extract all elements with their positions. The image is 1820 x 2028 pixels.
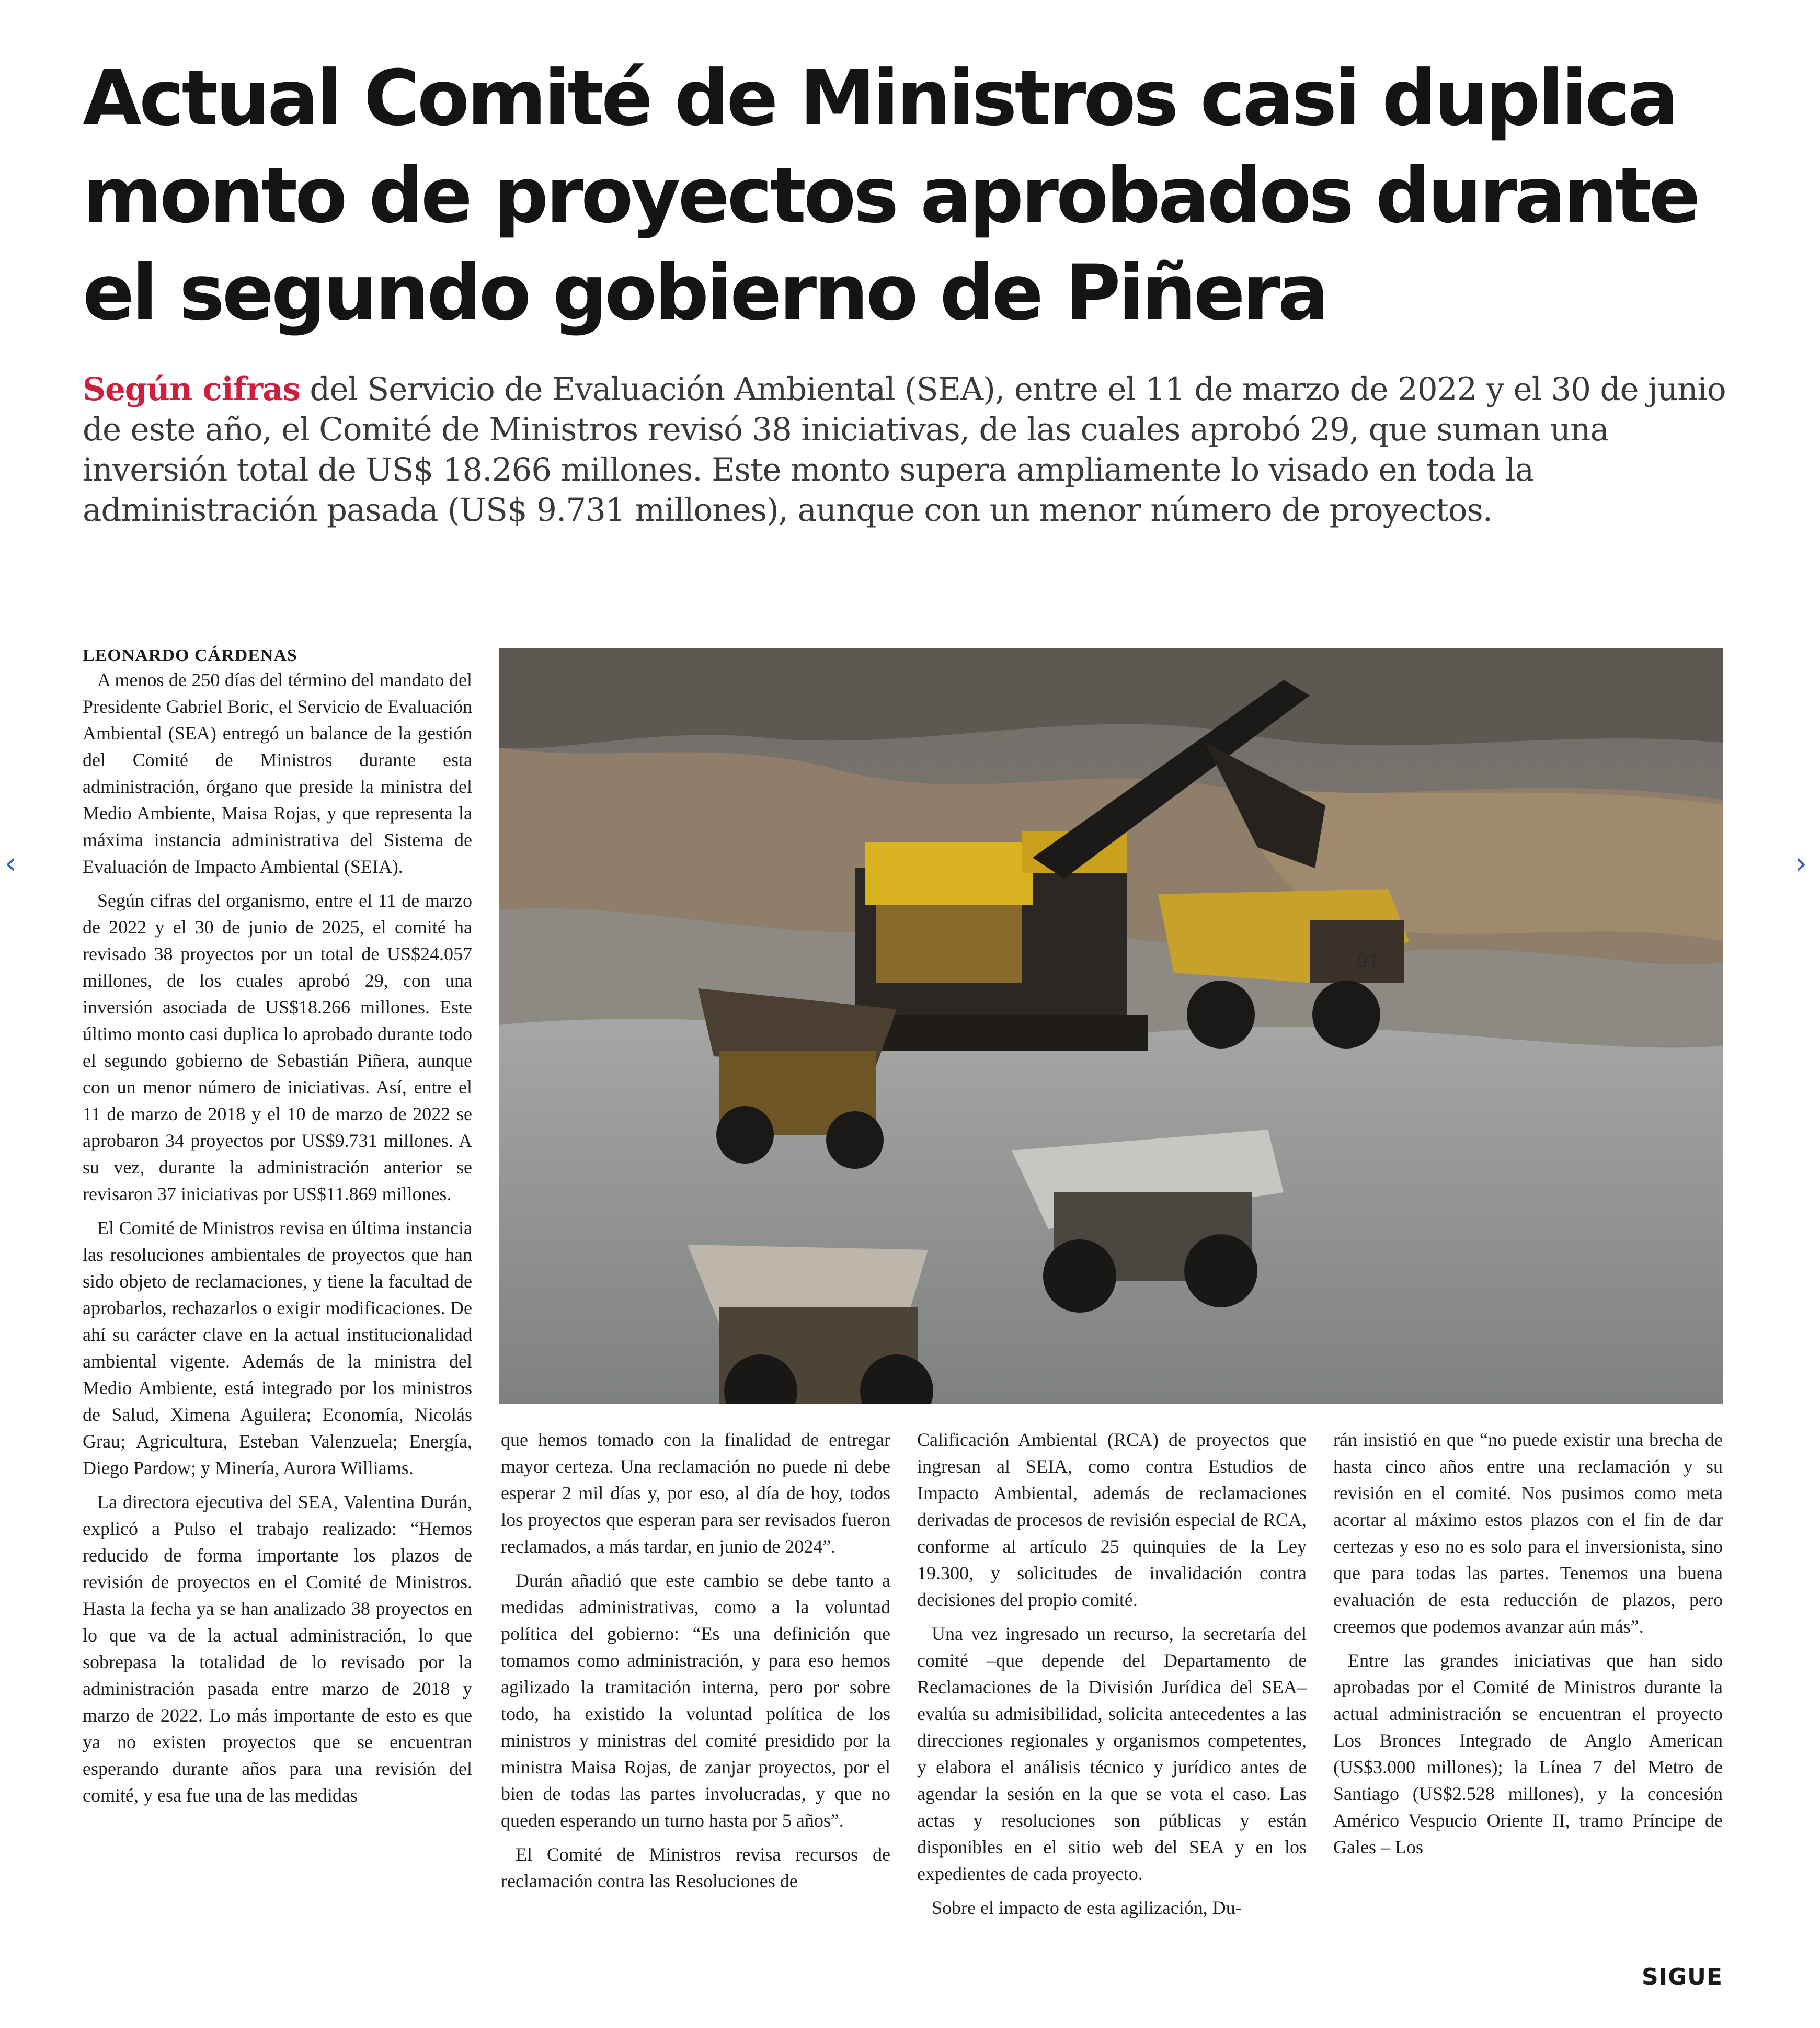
continue-label: SIGUE bbox=[1642, 1964, 1723, 1990]
paragraph: Calificación Ambiental (RCA) de proyectos que ingresan al SEIA, como contra Estudios de Impacto Ambiental, además de reclamaciones derivadas de procesos de revisión especial de RCA, conforme al artículo 25 quinquies de la Ley 19.300, y solicitudes de invalidación contra decisiones del propio comité. bbox=[917, 1429, 1307, 1610]
paragraph: Sobre el impacto de esta agilización, Du- bbox=[932, 1897, 1242, 1918]
paragraph: Durán añadió que este cambio se debe tanto a medidas administrativas, como a la voluntad política del gobierno: “Es una definición que tomamos como administración, y para eso hemos agilizado la tramitación interna, pero por sobre todo, ha existido la voluntad política de los ministros y ministras del comité presidido por la ministra Maisa Rojas, de zanjar proyectos, por el bien de todas las partes involucradas, y que no queden esperando un turno hasta por 5 años”. bbox=[501, 1570, 890, 1831]
paragraph: La directora ejecutiva del SEA, Valentina Durán, explicó a Pulso el trabajo realizado: “Hemos reducido de forma importante los plazos de revisión de proyectos en el Comité de Ministros. Hasta la fecha ya se han analizado 38 proyectos en lo que va de la actual administración, lo que sobrepasa la totalidad de lo revisado por la administración pasada entre marzo de 2018 y marzo de 2022. Lo más importante de esto es que ya no existen proyectos que se encuentran esperando durante años para una revisión del comité, y esa fue una de las medidas bbox=[83, 1491, 472, 1806]
mining-trucks-photo bbox=[499, 648, 1723, 1404]
headline bbox=[83, 50, 1745, 341]
paragraph: A menos de 250 días del término del mandato del Presidente Gabriel Boric, el Servicio de Evaluación Ambiental (SEA) entregó un balance de la gestión del Comité de Ministros durante esta administración, órgano que preside la ministra del Medio Ambiente, Maisa Rojas, y que representa la máxima instancia administrativa del Sistema de Evaluación de Impacto Ambiental (SEIA). bbox=[83, 669, 472, 877]
article-column-3 bbox=[917, 1427, 1307, 1929]
paragraph: El Comité de Ministros revisa en última instancia las resoluciones ambientales de proyectos que han sido objeto de reclamaciones, y tiene la facultad de aprobarlos, rechazarlos o exigir modificaciones. De ahí su carácter clave en la actual institucionalidad ambiental vigente. Además de la ministra del Medio Ambiente, está integrado por los ministros de Salud, Ximena Aguilera; Economía, Nicolás Grau; Agricultura, Esteban Valenzuela; Energía, Diego Pardow; y Minería, Aurora Williams. bbox=[83, 1217, 472, 1478]
haul-truck-bottom bbox=[688, 1245, 933, 1404]
article-column-2 bbox=[501, 1427, 890, 1902]
lede bbox=[83, 369, 1740, 530]
byline: LEONARDO CÁRDENAS bbox=[83, 646, 297, 665]
paragraph: rán insistió en que “no puede existir una brecha de hasta cinco años entre una reclamación y su revisión en el comité. Nos pusimos como meta acortar al máximo estos plazos con el fin de dar certezas y eso no es solo para el inversionista, sino que para todas las partes. Tenemos una buena evaluación de esta reducción de plazos, pero creemos que podemos avanzar aún más”. bbox=[1333, 1429, 1723, 1637]
paragraph: El Comité de Ministros revisa recursos de reclamación contra las Resoluciones de bbox=[501, 1844, 890, 1892]
headline-line: Actual Comité de Ministros casi duplica bbox=[83, 54, 1677, 143]
article-column-1 bbox=[83, 667, 472, 1816]
next-page-chevron-icon[interactable]: › bbox=[1795, 847, 1807, 881]
article-column-4 bbox=[1333, 1427, 1723, 1868]
headline-line: monto de proyectos aprobados durante bbox=[83, 151, 1698, 240]
lede-kicker: Según cifras bbox=[83, 371, 301, 408]
paragraph: que hemos tomado con la finalidad de entregar mayor certeza. Una reclamación no puede ni debe esperar 2 mil días y, por eso, al día de hoy, todos los proyectos que esperan para ser revisados fueron reclamados, a más tardar, en junio de 2024”. bbox=[501, 1429, 890, 1557]
lede-text: del Servicio de Evaluación Ambiental (SEA), entre el 11 de marzo de 2022 y el 30 de junio de este año, el Comité de Ministros revisó 38 iniciativas, de las cuales aprobó 29, que suman una inversión total de US$ 18.266 millones. Este monto supera ampliamente lo visado en toda la administración pasada (US$ 9.731 millones), aunque con un menor número de proyectos. bbox=[83, 371, 1726, 529]
truck-number: 91 bbox=[1357, 951, 1380, 972]
paragraph: Según cifras del organismo, entre el 11 de marzo de 2022 y el 30 de junio de 2025, el comité ha revisado 38 proyectos por un total de US$24.057 millones, de los cuales aprobó 29, con una inversión asociada de US$18.266 millones. Este último monto casi duplica lo aprobado durante todo el segundo gobierno de Sebastián Piñera, aunque con un menor número de iniciativas. Así, entre el 11 de marzo de 2018 y el 10 de marzo de 2022 se aprobaron 34 proyectos por US$9.731 millones. A su vez, durante la administración anterior se revisaron 37 iniciativas por US$11.869 millones. bbox=[83, 890, 472, 1204]
paragraph: Una vez ingresado un recurso, la secretaría del comité –que depende del Departamento de Reclamaciones de la División Jurídica del SEA– evalúa su admisibilidad, solicita antecedentes a las direcciones regionales y organismos competentes, y elabora el análisis técnico y jurídico antes de agendar la sesión en la que se vota el caso. Las actas y resoluciones son públicas y están disponibles en el sitio web del SEA y en los expedientes de cada proyecto. bbox=[917, 1623, 1307, 1884]
headline-line: el segundo gobierno de Piñera bbox=[83, 248, 1327, 337]
paragraph: Entre las grandes iniciativas que han sido aprobadas por el Comité de Ministros durante la actual administración se encuentran el proyecto Los Bronces Integrado de Anglo American (US$3.000 millones); la Línea 7 del Metro de Santiago (US$2.528 millones), y la concesión Américo Vespucio Oriente II, tramo Príncipe de Gales – Los bbox=[1333, 1650, 1723, 1858]
prev-page-chevron-icon[interactable]: ‹ bbox=[4, 847, 17, 881]
